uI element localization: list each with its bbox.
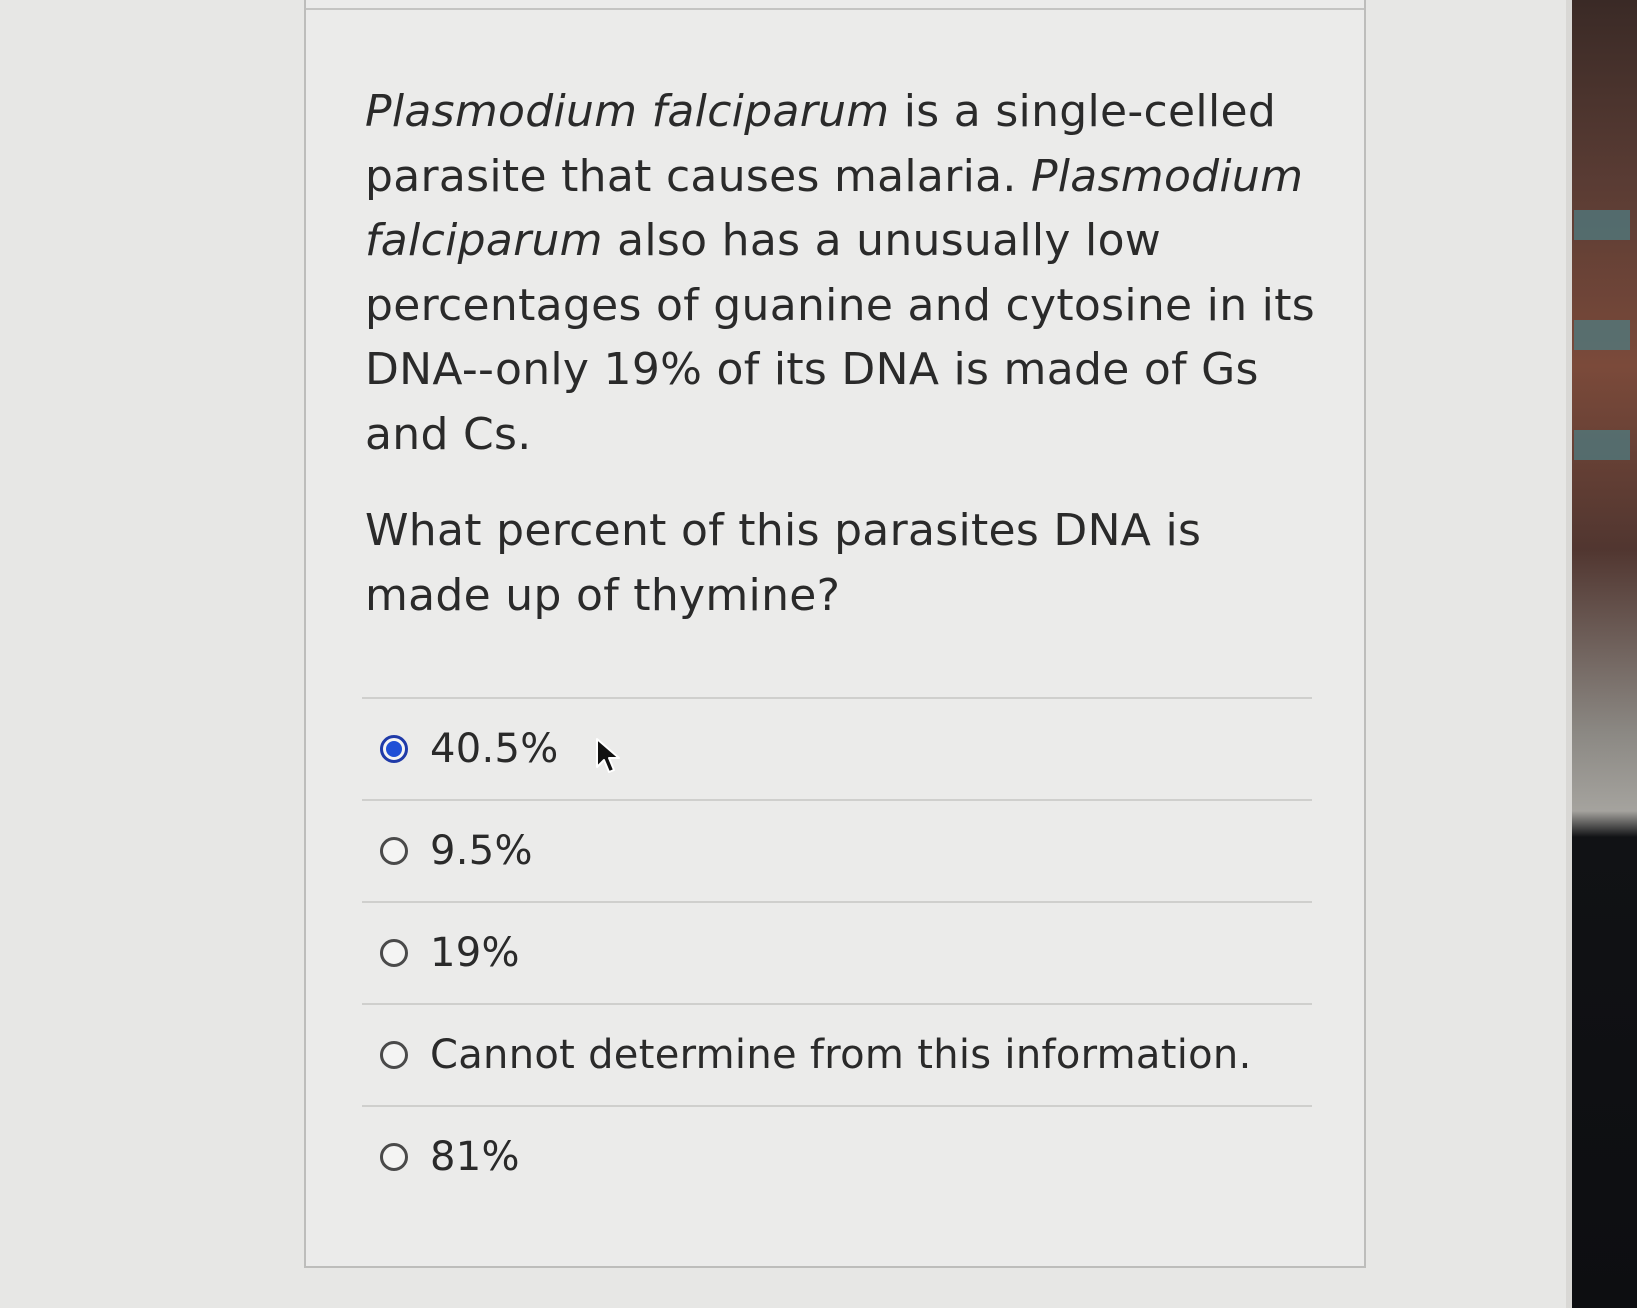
species-name-1: Plasmodium falciparum	[365, 86, 890, 137]
answer-option-5[interactable]	[362, 1105, 1312, 1207]
radio-selected-icon[interactable]	[380, 735, 408, 763]
answer-option-2[interactable]	[362, 799, 1312, 901]
monitor-bezel	[1566, 0, 1572, 1308]
shelf-item	[1574, 320, 1630, 350]
radio-unselected-icon[interactable]	[380, 1143, 408, 1171]
radio-unselected-icon[interactable]	[380, 939, 408, 967]
question-card	[304, 0, 1366, 1268]
radio-unselected-icon[interactable]	[380, 1041, 408, 1069]
card-top-divider	[306, 8, 1364, 10]
answer-option-1[interactable]	[362, 697, 1312, 799]
answer-option-3[interactable]	[362, 901, 1312, 1003]
mouse-pointer-icon	[594, 737, 624, 775]
answer-option-label: 40.5%	[430, 726, 559, 772]
answer-option-label: 9.5%	[430, 828, 533, 874]
shelf-item	[1574, 430, 1630, 460]
question-text-part-2: also has a unusually low percentages of guanine and cytosine in its DNA--only 19% of its DNA is made of Gs and Cs.	[365, 215, 1315, 460]
background-photo-strip	[1566, 0, 1637, 1308]
radio-unselected-icon[interactable]	[380, 837, 408, 865]
answer-option-label: 81%	[430, 1134, 520, 1180]
answer-option-4[interactable]	[362, 1003, 1312, 1105]
question-text-part-1: is a single-celled parasite that causes malaria.	[365, 86, 1277, 202]
question-prompt: What percent of this parasites DNA is made up of thymine?	[365, 505, 1202, 621]
question-context	[365, 80, 1325, 467]
shelf-item	[1574, 210, 1630, 240]
answer-option-label: 19%	[430, 930, 520, 976]
answer-option-label: Cannot determine from this information.	[430, 1032, 1252, 1078]
species-name-2: Plasmodium falciparum	[365, 150, 1304, 266]
radio-dot	[386, 741, 402, 757]
question-text	[365, 80, 1325, 628]
answer-options	[362, 697, 1312, 1207]
